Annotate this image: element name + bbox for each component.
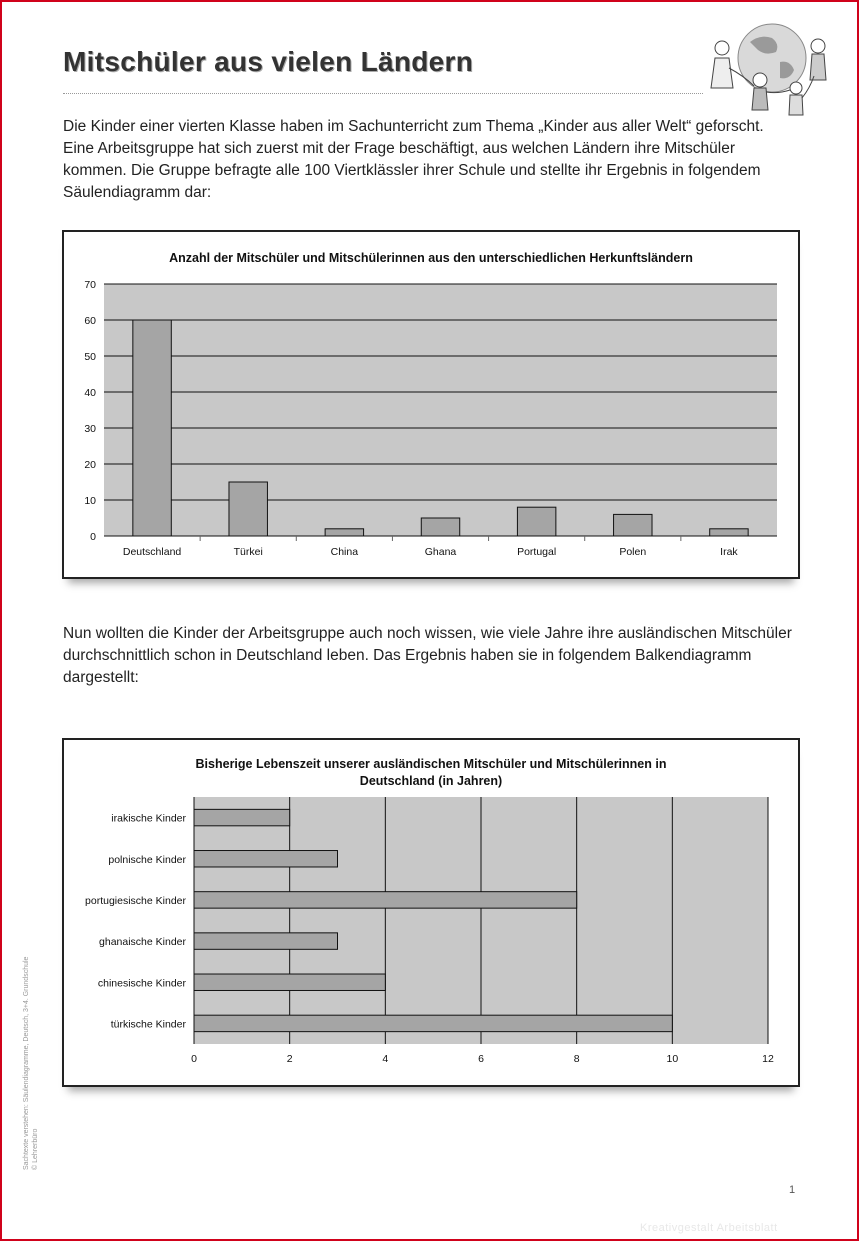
chart-title-line: Bisherige Lebenszeit unserer ausländischen Mitschüler und Mitschülerinnen in: [195, 757, 667, 771]
x-tick-label: Polen: [619, 546, 647, 558]
watermark: Kreativgestalt Arbeitsblatt: [640, 1222, 778, 1234]
bar: [194, 892, 577, 908]
y-tick-label: ghanaische Kinder: [99, 936, 186, 949]
y-tick-label: 40: [84, 387, 96, 399]
plot-area: [104, 284, 777, 536]
x-tick-label: 4: [382, 1053, 389, 1065]
bar: [194, 933, 338, 949]
x-tick-label: Portugal: [517, 546, 557, 558]
bar: [614, 514, 652, 536]
bar: [229, 482, 267, 536]
y-tick-label: 50: [84, 351, 96, 363]
x-tick-label: 8: [573, 1053, 580, 1065]
x-tick-label: 12: [762, 1053, 774, 1065]
y-tick-label: 0: [90, 531, 96, 543]
x-tick-label: 2: [286, 1053, 293, 1065]
y-tick-label: chinesische Kinder: [97, 977, 186, 990]
y-tick-label: irakische Kinder: [111, 812, 186, 825]
x-tick-label: 0: [191, 1053, 197, 1065]
column-chart: [62, 230, 800, 579]
x-tick-label: Türkei: [233, 546, 263, 558]
column-chart-svg: [64, 232, 798, 577]
bar-chart-svg: [64, 740, 798, 1085]
x-tick-label: Deutschland: [122, 546, 182, 558]
bar: [133, 320, 171, 536]
x-tick-label: Irak: [720, 546, 738, 558]
bar: [325, 529, 363, 536]
y-tick-label: 30: [84, 423, 96, 435]
side-note: [22, 957, 40, 1170]
side-note-line-2: © Lehrerbüro: [32, 1128, 39, 1170]
bar: [710, 529, 748, 536]
page-title: Mitschüler aus vielen Ländern: [63, 46, 474, 77]
title-divider: [63, 93, 703, 94]
x-tick-label: China: [330, 546, 359, 558]
y-tick-label: 70: [84, 279, 96, 291]
children-globe-illustration: [700, 18, 840, 128]
bar: [194, 974, 385, 990]
chart-title: Anzahl der Mitschüler und Mitschülerinnen aus den unterschiedlichen Herkunftsländern: [169, 251, 693, 265]
bar: [517, 507, 555, 536]
y-tick-label: polnische Kinder: [108, 853, 186, 866]
page-number: 1: [789, 1184, 796, 1196]
bar: [194, 809, 290, 825]
y-tick-label: portugiesische Kinder: [85, 894, 186, 907]
bar: [194, 1015, 672, 1031]
intro-paragraph: Die Kinder einer vierten Klasse haben im Sachunterricht zum Thema „Kinder aus aller Welt“ geforscht. Eine Arbeitsgruppe hat sich zuerst mit der Frage beschäftigt, aus welchen Ländern ihre Mitschüler kommen. Die Gruppe befragte alle 100 Viertklässler ihrer Schule und stellte ihr Ergebnis in folgendem Säulendiagramm dar:: [63, 118, 764, 201]
x-tick-label: Ghana: [424, 546, 457, 558]
chart-title-line: Deutschland (in Jahren): [359, 774, 503, 788]
y-tick-label: 10: [84, 495, 96, 507]
y-tick-label: türkische Kinder: [110, 1018, 186, 1031]
bar-chart: [62, 738, 800, 1087]
second-paragraph: Nun wollten die Kinder der Arbeitsgruppe auch noch wissen, wie viele Jahre ihre ausländischen Mitschüler durchschnittlich schon in Deutschland leben. Das Ergebnis haben sie in folgendem Balkendiagramm dargestellt:: [63, 625, 792, 686]
y-tick-label: 20: [84, 459, 96, 471]
x-tick-label: 6: [478, 1053, 484, 1065]
side-note-line-1: Sachtexte verstehen: Säulendiagramme, Deutsch, 3+4. Grundschule: [23, 956, 30, 1170]
bar: [421, 518, 459, 536]
x-tick-label: 10: [666, 1053, 679, 1065]
bar: [194, 851, 338, 867]
y-tick-label: 60: [84, 315, 96, 327]
